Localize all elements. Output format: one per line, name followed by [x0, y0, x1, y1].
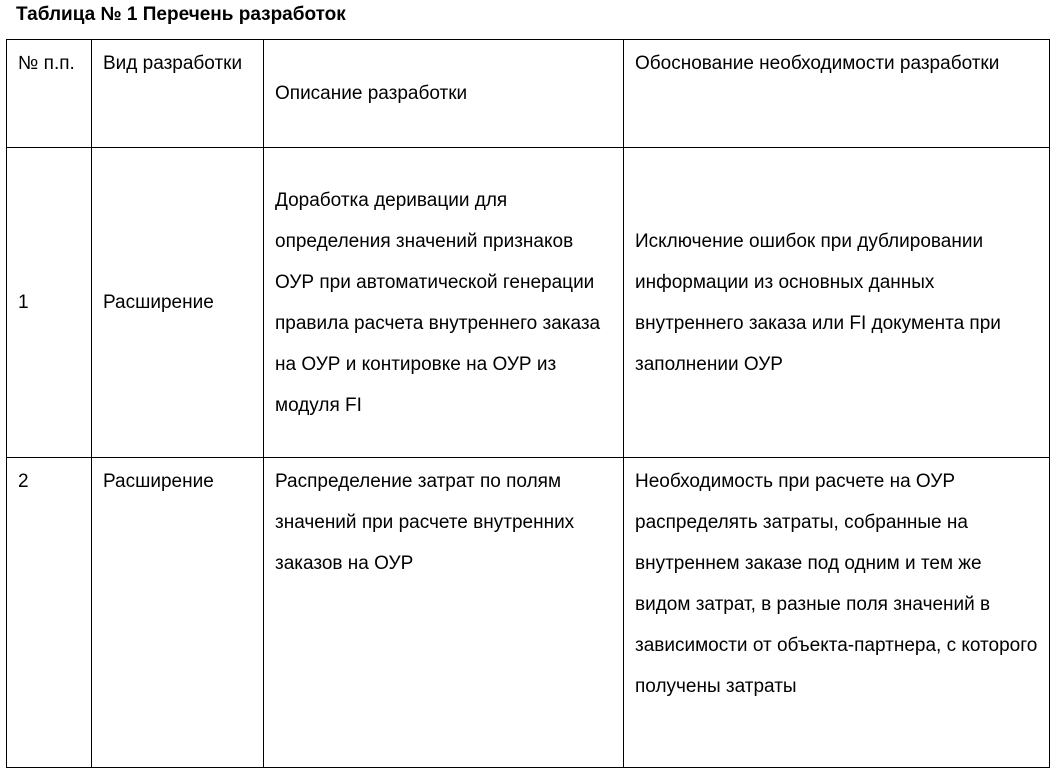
table-row — [7, 458, 1050, 768]
header-cell-type: Вид разработки — [92, 40, 264, 148]
table-caption: Таблица № 1 Перечень разработок — [16, 4, 346, 25]
row-cell-justification: Необходимость при расчете на ОУР распределять затраты, собранные на внутреннем заказе под одним и тем же видом затрат, в разные поля значений в зависимости от объекта-партнера, с которого получены затраты — [624, 458, 1050, 768]
row-cell-num: 1 — [7, 148, 92, 458]
row-cell-type: Расширение — [92, 458, 264, 768]
header-cell-justification: Обоснование необходимости разработки — [624, 40, 1050, 148]
header-cell-description: Описание разработки — [264, 40, 624, 148]
table-header-row — [7, 40, 1050, 148]
table-row — [7, 148, 1050, 458]
developments-table — [6, 39, 1050, 768]
header-cell-num: № п.п. — [7, 40, 92, 148]
row-cell-description: Доработка деривации для определения значений признаков ОУР при автоматической генерации правила расчета внутреннего заказа на ОУР и контировке на ОУР из модуля FI — [264, 148, 624, 458]
row-cell-type: Расширение — [92, 148, 264, 458]
row-cell-num: 2 — [7, 458, 92, 768]
row-cell-description: Распределение затрат по полям значений при расчете внутренних заказов на ОУР — [264, 458, 624, 768]
row-cell-justification: Исключение ошибок при дублировании информации из основных данных внутреннего заказа или FI документа при заполнении ОУР — [624, 148, 1050, 458]
